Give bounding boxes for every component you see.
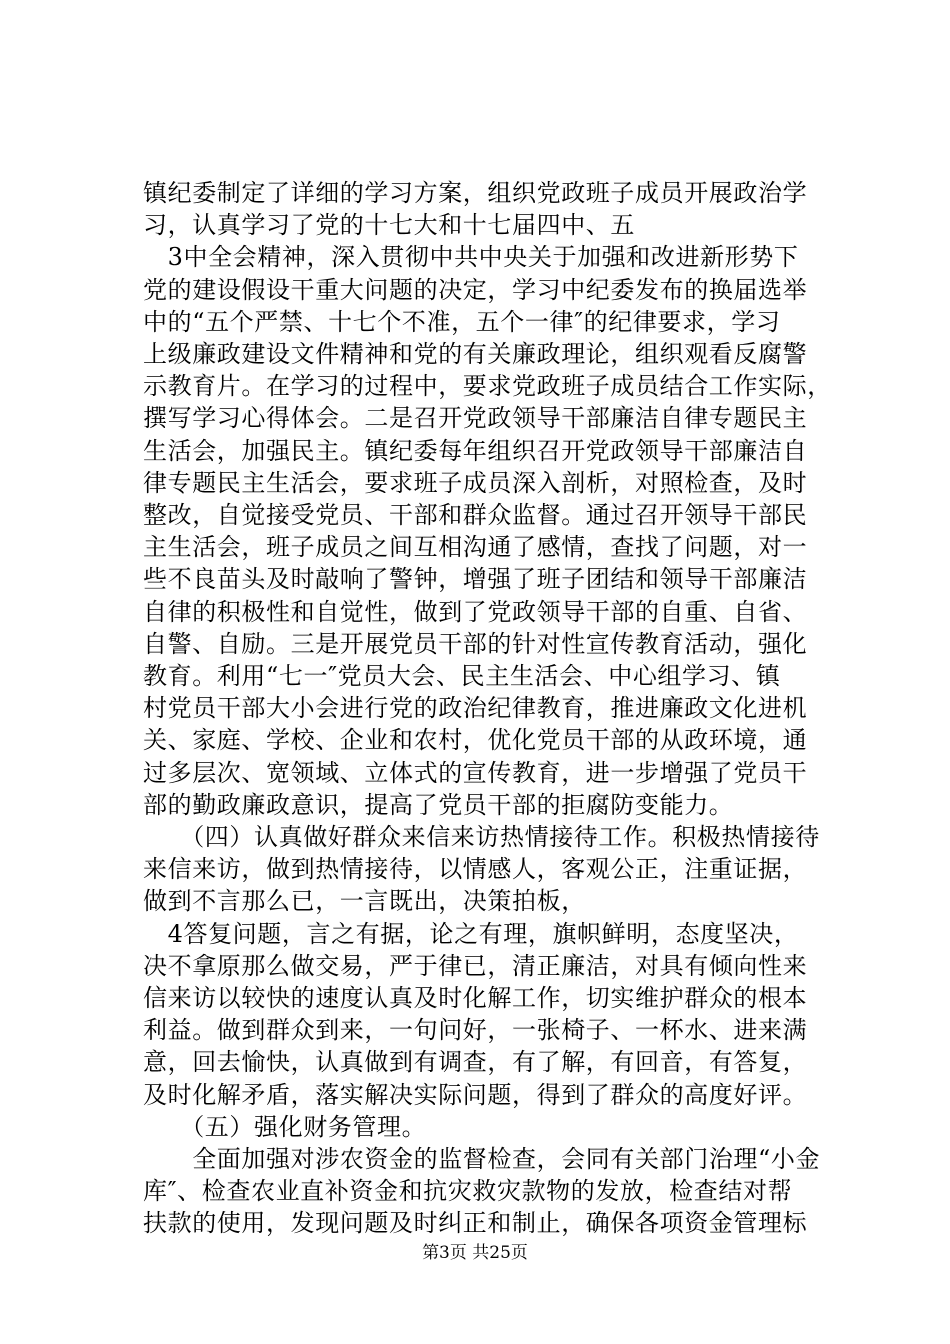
- text-line: 习，认真学习了党的十七大和十七届四中、五: [143, 211, 635, 239]
- text-line: 3中全会精神，深入贯彻中共中央关于加强和改进新形势下: [143, 243, 799, 271]
- text-line: 示教育片。在学习的过程中，要求党政班子成员结合工作实际，: [143, 372, 832, 400]
- text-line: 决不拿原那么做交易，严于律已，清正廉洁，对具有倾向性来: [143, 952, 808, 980]
- text-line: 中的“五个严禁、十七个不准，五个一律″的纪律要求，学习: [143, 308, 781, 336]
- text-line: 整改，自觉接受党员、干部和群众监督。通过召开领导干部民: [143, 501, 808, 529]
- text-line: 自警、自励。三是开展党员干部的针对性宣传教育活动，强化: [143, 630, 808, 658]
- text-line: 扶款的使用，发现问题及时纠正和制止，确保各项资金管理标: [143, 1209, 808, 1237]
- text-line: 村党员干部大小会进行党的政治纪律教育，推进廉政文化进机: [143, 694, 808, 722]
- text-line: 镇纪委制定了详细的学习方案，组织党政班子成员开展政治学: [143, 179, 808, 207]
- text-line: 党的建设假设干重大问题的决定，学习中纪委发布的换届选举: [143, 276, 808, 304]
- text-line: 信来访以较快的速度认真及时化解工作，切实维护群众的根本: [143, 984, 808, 1012]
- text-line: 意，回去愉快，认真做到有调查，有了解，有回音，有答复，: [143, 1048, 808, 1076]
- text-line: 利益。做到群众到来，一句问好，一张椅子、一杯水、进来满: [143, 1016, 808, 1044]
- text-line: 撰写学习心得体会。二是召开党政领导干部廉洁自律专题民主: [143, 404, 808, 432]
- text-line: 部的勤政廉政意识，提高了党员干部的拒腐防变能力。: [143, 791, 734, 819]
- text-line: 教育。利用“七一″党员大会、民主生活会、中心组学习、镇: [143, 662, 781, 690]
- text-line: 关、家庭、学校、企业和农村，优化党员干部的从政环境，通: [143, 726, 808, 754]
- text-line: 来信来访，做到热情接待，以情感人，客观公正，注重证据，: [143, 855, 808, 883]
- text-line: 些不良苗头及时敲响了警钟，增强了班子团结和领导干部廉洁: [143, 565, 808, 593]
- text-line: 主生活会，班子成员之间互相沟通了感情，查找了问题，对一: [143, 533, 808, 561]
- page-footer: 第3页 共25页: [422, 1243, 528, 1263]
- text-line: 上级廉政建设文件精神和党的有关廉政理论，组织观看反腐警: [143, 340, 808, 368]
- text-line: 4答复问题，言之有据，论之有理，旗帜鲜明，态度坚决，: [143, 920, 799, 948]
- text-line: （四）认真做好群众来信来访热情接待工作。积极热情接待: [143, 823, 820, 851]
- text-line: 律专题民主生活会，要求班子成员深入剖析，对照检查，及时: [143, 469, 808, 497]
- text-line: 及时化解矛盾，落实解决实际问题，得到了群众的高度好评。: [143, 1081, 808, 1109]
- text-line: 库″、检查农业直补资金和抗灾救灾款物的发放，检查结对帮: [143, 1177, 793, 1205]
- text-line: （五）强化财务管理。: [143, 1113, 427, 1141]
- text-line: 生活会，加强民主。镇纪委每年组织召开党政领导干部廉洁自: [143, 437, 808, 465]
- text-line: 过多层次、宽领域、立体式的宣传教育，进一步增强了党员干: [143, 759, 808, 787]
- text-line: 做到不言那么已，一言既出，决策拍板，: [143, 887, 586, 915]
- text-line: 自律的积极性和自觉性，做到了党政领导干部的自重、自省、: [143, 598, 808, 626]
- text-line: 全面加强对涉农资金的监督检查，会同有关部门治理“小金: [143, 1145, 821, 1173]
